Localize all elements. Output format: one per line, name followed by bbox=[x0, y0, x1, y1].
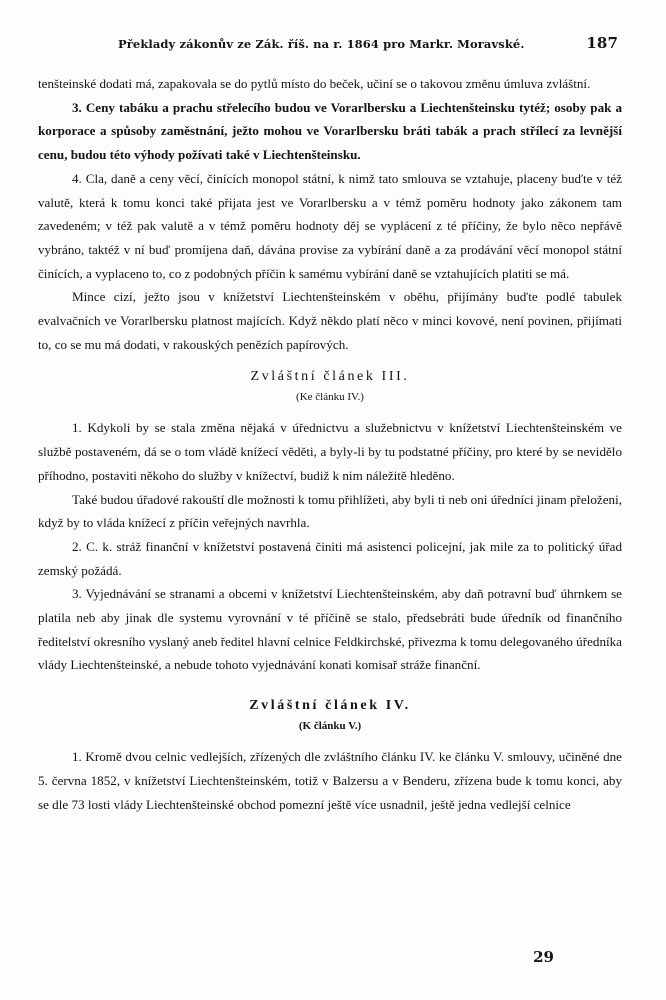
paragraph-iv-1: 1. Kromě dvou celnic vedlejších, zřízených dle zvláštního článku IV. ke článku V. smlouvy, učiněné dne 5. června 1852, v knížetství Liechtenšteinském, totiž v Balzersu a v Benderu, zřízena bude k tomu konci, aby se dle 73 losti vlády Liechtenšteinské obchod pomezní ještě více usnadnil, ještě jedna vedlejší celnice bbox=[38, 749, 622, 812]
paragraph-iii-1: 1. Kdykoli by se stala změna nějaká v úřednictvu a služebnictvu v knížetství Liechtenšteinském ve službě postaveném, dá se o tom vládě knížecí věděti, a byly-li by tu podstatné příčiny, pro které by se nevidělo příhodno, postaviti někoho do služby v knížectví, budiž k nim náležitě hleděno. bbox=[38, 420, 622, 483]
printer-signature-mark: 29 bbox=[533, 948, 554, 966]
paragraph-iii-2: 2. C. k. stráž finanční v knížetství postavená činiti má asistenci policejní, jak mile za to politický úřad zemský požádá. bbox=[38, 538, 622, 578]
section-subheading-iii: (Ke článku IV.) bbox=[296, 391, 364, 404]
paragraph-item-3: 3. Ceny tabáku a prachu střelecího budou ve Vorarlbersku a Liechtenšteinsku tytéž; osoby pak a korporace a spůsoby zaměstnání, ježto mohou ve Vorarlbersku bráti tabák a prach střílecí za levnější cenu, budou této výhody požívati také v Liechtenšteinsku. bbox=[38, 99, 622, 163]
paragraph-continuation: tenšteinské dodati má, zapakovala se do pytlů místo do beček, učiní se o takovou změnu úmluva zvláštní. bbox=[38, 76, 591, 91]
paragraph-iii-transfer: Také budou úřadové rakouští dle možnosti k tomu přihlížeti, aby byli ti neb oni úředníci jinam přeloženi, když by to vláda knížecí z příčin veřejných navrhla. bbox=[38, 491, 622, 531]
paragraph-iii-3: 3. Vyjednávání se stranami a obcemi v knížetství Liechtenšteinském, aby daň potravní buď úhrnkem se platila neb aby jinak dle systemu vyrovnání v té příčině se stalo, předsebráti bude úředník od finančního ředitelství okresního vyslaný aneb ředitel hlavní celnice Feldkirchské, přivezma k tomu delegovaného úředníka vlády Liechtenšteinské, a nebude tohoto vyjednávání konati komisař stráže finanční. bbox=[38, 586, 622, 673]
section-heading-iii: Zvláštní článek III. bbox=[250, 369, 410, 385]
page-number: 187 bbox=[586, 34, 618, 52]
running-title: Překlady zákonův ze Zák. říš. na r. 1864 pro Markr. Moravské. bbox=[118, 37, 525, 51]
running-header bbox=[118, 36, 618, 56]
paragraph-coins: Mince cizí, ježto jsou v knížetství Liechtenšteinském v oběhu, přijímány buďte podlé tabulek evalvačních ve Vorarlbersku platnost majících. Když někdo platí něco v minci kovové, není povinen, přijímati to, co se mu má dodati, v rakouských penězích papírových. bbox=[38, 289, 622, 352]
section-heading-iv: Zvláštní článek IV. bbox=[249, 698, 411, 714]
section-subheading-iv: (K článku V.) bbox=[298, 720, 362, 733]
page-body bbox=[38, 72, 622, 816]
paragraph-item-4: 4. Cla, daně a ceny věcí, činících monopol státní, k nimž tato smlouva se vztahuje, placeny buďte v též valutě, která k tomu konci také přijata jest ve Vorarlbersku a v témž poměru hodnoty jako zákonem tam zavedeném; v též pak valutě a v témž poměru hodnoty děj se vyplácení z té příčiny, že bylo něco nepřávě vybráno, taktéž v ní buď promíjena daň, dávána provise za vybírání daně a za prodávání věcí monopol státní činících, a vyplaceno to, co z podobných příčin k samému vybírání daně se vztahujících platiti se má. bbox=[38, 170, 622, 281]
